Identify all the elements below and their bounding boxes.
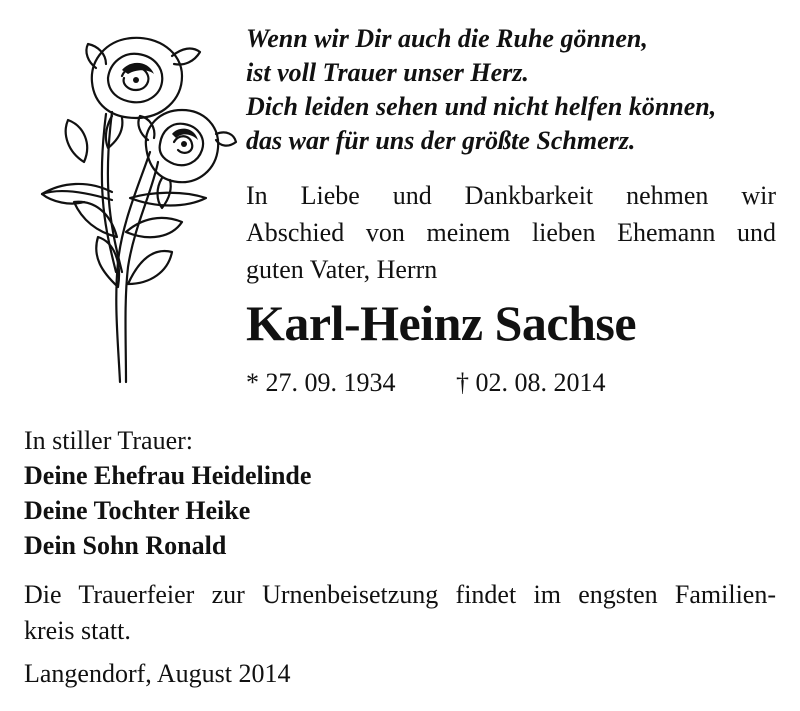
ceremony-line: kreis statt. [24,616,131,645]
birth-date: * 27. 09. 1934 [246,368,396,397]
life-dates [246,368,606,398]
poem-line: Wenn wir Dir auch die Ruhe gönnen, [246,24,648,53]
intro-line: guten Vater, Herrn [246,255,438,284]
mourners [24,423,311,563]
poem-line: Dich leiden sehen und nicht helfen können, [246,92,717,121]
poem [246,22,786,158]
mourner-name: Deine Tochter Heike [24,496,251,525]
ceremony-note [24,577,776,649]
intro-line: In Liebe und Dankbarkeit nehmen wir [246,181,776,210]
ceremony-line: Die Trauerfeier zur Urnenbeisetzung findet im engsten Familien- [24,580,776,609]
mourner-name: Deine Ehefrau Heidelinde [24,461,312,490]
place-date: Langendorf, August 2014 [24,659,291,688]
rose-icon [22,22,238,394]
mourner-name: Dein Sohn Ronald [24,531,227,560]
deceased-name: Karl-Heinz Sachse [246,295,637,351]
death-date: † 02. 08. 2014 [456,368,606,397]
poem-line: ist voll Trauer unser Herz. [246,58,529,87]
intro-text [246,177,776,288]
mourners-heading: In stiller Trauer: [24,426,193,455]
poem-line: das war für uns der größte Schmerz. [246,126,636,155]
intro-line: Abschied von meinem lieben Ehemann und [246,218,776,247]
